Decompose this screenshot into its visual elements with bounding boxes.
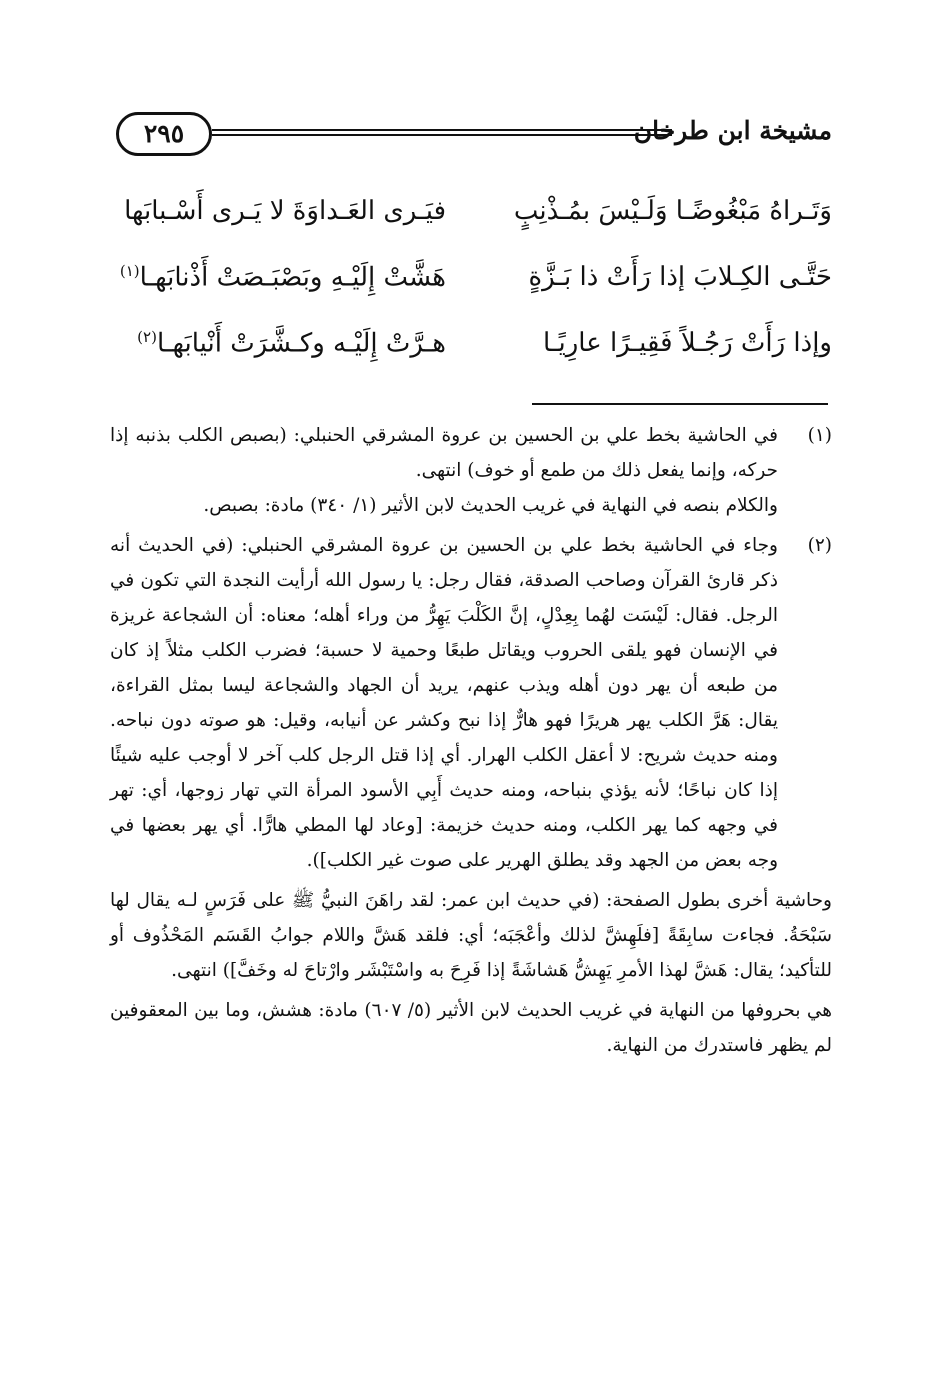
footnote-paragraph: والكلام بنصه في النهاية في غريب الحديث لابن الأثير (١/ ٣٤٠) مادة: بصبص. — [203, 495, 778, 516]
poem-verse — [116, 196, 832, 262]
marginal-note-paragraph: هي بحروفها من النهاية في غريب الحديث لابن الأثير (٥/ ٦٠٧) مادة: هشش، وما بين المعقوفين لم يظهر فاستدرك من النهاية. — [110, 1000, 832, 1056]
poem-verse — [116, 262, 832, 328]
header-rule — [212, 129, 672, 136]
poem — [116, 196, 832, 394]
footnotes — [110, 418, 832, 1068]
marginal-note — [110, 993, 832, 1063]
page-header — [116, 112, 832, 162]
footnote — [110, 528, 832, 878]
footnote-number: (١) — [807, 425, 832, 446]
footnote-separator — [532, 403, 828, 405]
footnote-marker: (١) — [119, 262, 140, 280]
verse-first-hemistich: حَتَّـى الكِـلابَ إذا رَأَتْ ذا بَـزَّةٍ — [528, 262, 832, 292]
footnote — [110, 418, 832, 523]
verse-second-hemistich — [116, 196, 446, 226]
footnote-number: (٢) — [807, 535, 832, 556]
verse-second-hemistich-text: فيَـرى العَـداوَةَ لا يَـرى أَسْـبابَها — [124, 196, 446, 226]
footnote-paragraph: في الحاشية بخط علي بن الحسين بن عروة المشرقي الحنبلي: (بصبص الكلب بذنبه إذا حركه، وإنما يفعل ذلك من طمع أو خوف) انتهى. — [110, 425, 778, 481]
verse-second-hemistich-text: هـرَّتْ إِلَيْـه وكـشَّرَتْ أَنْيابَهـا — [156, 328, 446, 359]
marginal-note-paragraph: وحاشية أخرى بطول الصفحة: (في حديث ابن عمر: لقد راهَنَ النبيُّ ﷺ على فَرَسٍ لـه يقال لها سَبْحَةُ. فجاءت سابِقَةً [فلَهِشَّ لذلك وأعْجَبَه؛ أي: فلقد هَشَّ واللام جوابُ القَسَم المَحْذُوف أو للتأكيد؛ يقال: هَشَّ لهذا الأمرِ يَهِشُّ هَشاشَةً إذا فَرِحَ به واسْتَبْشَر وارْتاحَ له وخَفَّ]) انتهى. — [110, 890, 832, 981]
verse-second-hemistich-text: هَشَّتْ إِلَيْـهِ وبَصْبَـصَتْ أَذْنابَهـا — [139, 262, 446, 293]
page-number: ٢٩٥ — [116, 112, 212, 156]
verse-first-hemistich: وَتَـراهُ مَبْغُوضًـا وَلَـيْسَ بمُـذْنِبٍ — [513, 196, 832, 226]
marginal-note — [110, 883, 832, 988]
footnote-paragraph: وجاء في الحاشية بخط علي بن الحسين بن عروة المشرقي الحنبلي: (في الحديث أنه ذكر قارئ القرآن وصاحب الصدقة، فقال رجل: يا رسول الله أرأيت النجدة التي تكون في الرجل. فقال: لَيْسَت لهُما بِعِدْلٍ، إنَّ الكَلْبَ يَهِرُّ من وراء أهله؛ معناه: أن الشجاعة غريزة في الإنسان فهو يلقى الحروب ويقاتل طبعًا وحمية لا حسبة؛ فضرب الكلب مثلاً إذ كان من طبعه أن يهر دون أهله ويذب عنهم، يريد أن الجهاد والشجاعة ليسا بمثل القراءة، يقال: هَرَّ الكلب يهر هريرًا فهو هارٌّ إذا نبح وكشر عن أنيابه، وقيل: هو صوته دون نباحه. ومنه حديث شريح: لا أعقل الكلب الهرار. أي إذا قتل الرجل كلب آخر لا أوجب عليه شيئًا إذا كان نباحًا؛ لأنه يؤذي بنباحه، ومنه حديث أَبِي الأسود المرأة التي تهار زوجها، أي: تهر في وجهه كما يهر الكلب، ومنه حديث خزيمة: [وعاد لها المطي هارًّا. أي يهر بعضها في وجه بعض من الجهد وقد يطلق الهرير على صوت غير الكلب]). — [110, 535, 778, 871]
footnote-marker: (٢) — [137, 328, 157, 346]
book-title: مشيخة ابن طرخان — [633, 116, 832, 145]
verse-first-hemistich: وإذا رَأَتْ رَجُـلاً فَقِيـرًا عارِيًـا — [542, 328, 832, 358]
verse-second-hemistich — [116, 328, 446, 359]
poem-verse — [116, 328, 832, 394]
verse-second-hemistich — [116, 262, 446, 293]
